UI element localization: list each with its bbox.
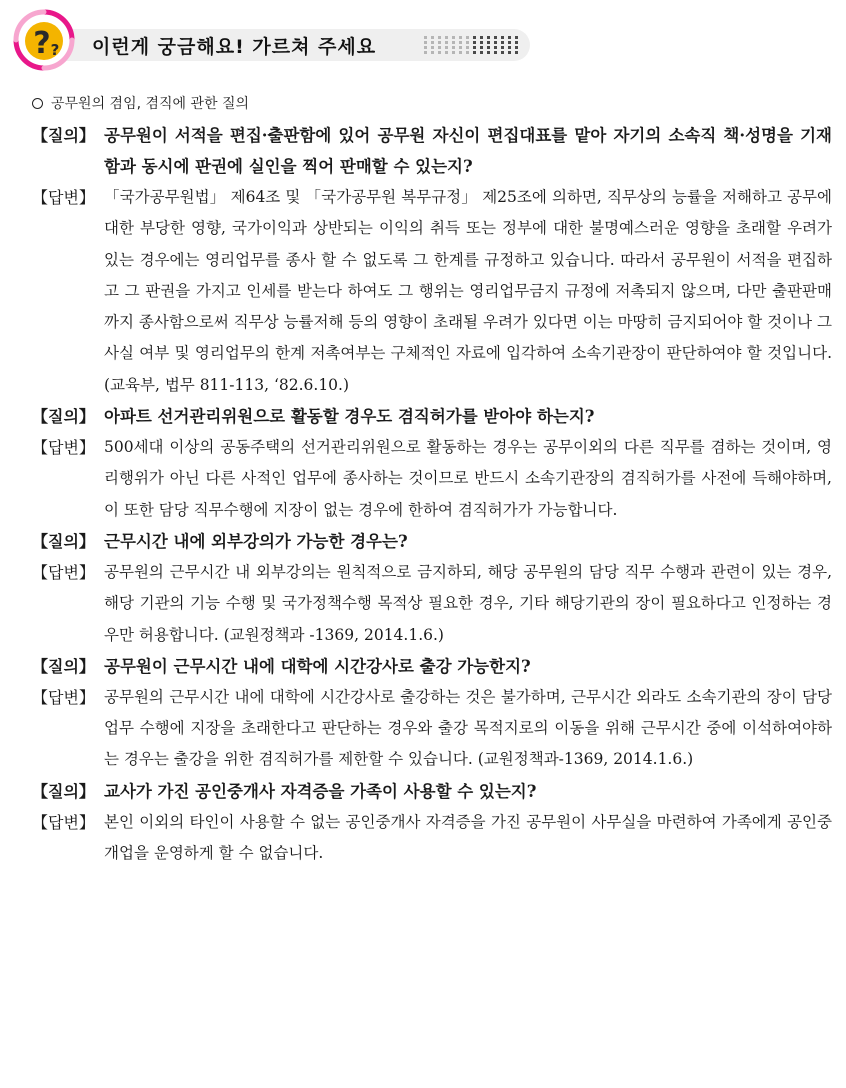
- answer-text: 공무원의 근무시간 내 외부강의는 원칙적으로 금지하되, 해당 공무원의 담당 직무 수행과 관련이 있는 경우, 해당 기관의 기능 수행 및 국가정책수행 목적상 필요한 경우, 기타 해당기관의 장이 필요하다고 인정하는 경우만 허용합니다. (교원정책과 -1369, 2014.1.6.): [104, 562, 832, 644]
- header-dot: [445, 36, 448, 39]
- header-dot: [515, 36, 518, 39]
- question-label: 【질의】: [32, 126, 95, 145]
- question-text: 아파트 선거관리위원으로 활동할 경우도 겸직허가를 받아야 하는지?: [104, 407, 595, 427]
- header-dot: [480, 46, 483, 49]
- question-text: 교사가 가진 공인중개사 자격증을 가족이 사용할 수 있는지?: [104, 781, 537, 801]
- header-dot: [445, 46, 448, 49]
- badge-glyph: ?: [33, 26, 51, 61]
- header-dot: [424, 41, 427, 44]
- answer-text: 공무원의 근무시간 내에 대학에 시간강사로 출강하는 것은 불가하며, 근무시간 외라도 소속기관의 장이 담당업무 수행에 지장을 초래한다고 판단하는 경우와 출강 목적지로의 이동을 위해 근무시간 중에 이석하여야하는 경우는 출강을 위한 겸직허가를 제한할 수 있습니다. (교원정책과-1369, 2014.1.6.): [104, 687, 832, 769]
- header-dots-decoration: [422, 33, 522, 57]
- header-dot: [473, 51, 476, 54]
- answer-label: 【답변】: [32, 812, 95, 832]
- header-dot: [487, 46, 490, 49]
- header-dot: [445, 41, 448, 44]
- question-5: [32, 776, 832, 807]
- header-dot: [459, 46, 462, 49]
- svg-text:?: ?: [50, 41, 60, 59]
- topic-text: 공무원의 겸임, 겸직에 관한 질의: [51, 96, 250, 112]
- header-dot: [431, 41, 434, 44]
- header-dot: [452, 36, 455, 39]
- qa-content: [32, 92, 832, 869]
- header-dot: [473, 36, 476, 39]
- header-dot: [480, 41, 483, 44]
- header-dot: [431, 51, 434, 54]
- question-label: 【질의】: [32, 407, 95, 427]
- topic-line: [32, 92, 832, 116]
- header-dot: [459, 51, 462, 54]
- header-dot: [487, 51, 490, 54]
- header-dot: [424, 51, 427, 54]
- answer-3: [32, 557, 832, 651]
- question-2: [32, 401, 832, 432]
- header-dot: [515, 51, 518, 54]
- question-1: [32, 120, 832, 182]
- header-dot: [480, 36, 483, 39]
- answer-text: 본인 이외의 타인이 사용할 수 없는 공인중개사 자격증을 가진 공무원이 사무실을 마련하여 가족에게 공인중개업을 운영하게 할 수 없습니다.: [104, 812, 832, 863]
- section-header: [12, 8, 532, 72]
- header-dot: [431, 36, 434, 39]
- header-dot: [480, 51, 483, 54]
- question-text: 공무원이 서적을 편집·출판함에 있어 공무원 자신이 편집대표를 맡아 자기의 소속직 책·성명을 기재함과 동시에 판권에 실인을 찍어 판매할 수 있는지?: [104, 126, 832, 176]
- circle-bullet-icon: [32, 98, 43, 109]
- header-title: 이런게 궁금해요! 가르쳐 주세요: [92, 36, 377, 58]
- header-dot: [473, 46, 476, 49]
- question-badge-icon: [12, 8, 76, 72]
- header-dot: [501, 41, 504, 44]
- header-dot: [515, 41, 518, 44]
- question-label: 【질의】: [32, 781, 95, 801]
- header-dot: [459, 41, 462, 44]
- answer-5: [32, 807, 832, 870]
- answer-text: 500세대 이상의 공동주택의 선거관리위원으로 활동하는 경우는 공무이외의 다른 직무를 겸하는 것이며, 영리행위가 아닌 다른 사적인 업무에 종사하는 것이므로 반드시 소속기관장의 겸직허가를 사전에 득해야하며, 이 또한 담당 직무수행에 지장이 없는 경우에 한하여 겸직허가가 가능합니다.: [104, 438, 832, 519]
- header-dot: [452, 46, 455, 49]
- header-dot: [494, 51, 497, 54]
- question-3: [32, 526, 832, 557]
- header-dot: [438, 51, 441, 54]
- header-dot: [508, 36, 511, 39]
- header-dot: [452, 51, 455, 54]
- header-dot: [494, 46, 497, 49]
- header-dot: [424, 36, 427, 39]
- header-dot: [494, 41, 497, 44]
- header-dot: [508, 46, 511, 49]
- header-dot: [452, 41, 455, 44]
- header-dot: [501, 46, 504, 49]
- answer-text: 「국가공무원법」 제64조 및 「국가공무원 복무규정」 제25조에 의하면, 직무상의 능률을 저해하고 공무에 대한 부당한 영향, 국가이익과 상반되는 이익의 취득 또는 정부에 대한 불명예스러운 영향을 초래할 우려가 있는 경우에는 영리업무를 종사 할 수 없도록 그 한계를 규정하고 있습니다. 따라서 공무원이 서적을 편집하고 그 판권을 가지고 인세를 받는다 하여도 그 행위는 영리업무금지 규정에 저촉되지 않으며, 다만 출판판매까지 종사함으로써 직무상 능률저해 등의 영향이 초래될 우려가 있다면 이는 마땅히 금지되어야 할 것이나 그 사실 여부 및 영리업무의 한계 저촉여부는 구체적인 자료에 입각하여 소속기관장이 판단하여야 할 것입니다. (교육부, 법무 811-113, ‘82.6.10.): [104, 188, 832, 394]
- header-dot: [508, 51, 511, 54]
- header-dot: [466, 36, 469, 39]
- question-label: 【질의】: [32, 531, 95, 551]
- question-text: 근무시간 내에 외부강의가 가능한 경우는?: [104, 531, 408, 551]
- answer-label: 【답변】: [32, 188, 95, 207]
- answer-label: 【답변】: [32, 562, 95, 582]
- header-dot: [445, 51, 448, 54]
- header-dot: [431, 46, 434, 49]
- answer-label: 【답변】: [32, 687, 95, 707]
- answer-1: [32, 182, 832, 401]
- header-dot: [424, 46, 427, 49]
- question-4: [32, 651, 832, 682]
- answer-label: 【답변】: [32, 438, 95, 458]
- header-dot: [501, 51, 504, 54]
- answer-2: [32, 432, 832, 526]
- header-dot: [466, 51, 469, 54]
- header-dot: [501, 36, 504, 39]
- header-dot: [438, 36, 441, 39]
- header-dot: [438, 41, 441, 44]
- answer-4: [32, 682, 832, 776]
- header-dot: [438, 46, 441, 49]
- header-dot: [487, 36, 490, 39]
- header-dot: [494, 36, 497, 39]
- question-label: 【질의】: [32, 656, 95, 676]
- header-dot: [473, 41, 476, 44]
- header-dot: [466, 41, 469, 44]
- question-text: 공무원이 근무시간 내에 대학에 시간강사로 출강 가능한지?: [104, 656, 531, 676]
- header-dot: [487, 41, 490, 44]
- header-dot: [508, 41, 511, 44]
- header-dot: [515, 46, 518, 49]
- header-dot: [466, 46, 469, 49]
- header-dot: [459, 36, 462, 39]
